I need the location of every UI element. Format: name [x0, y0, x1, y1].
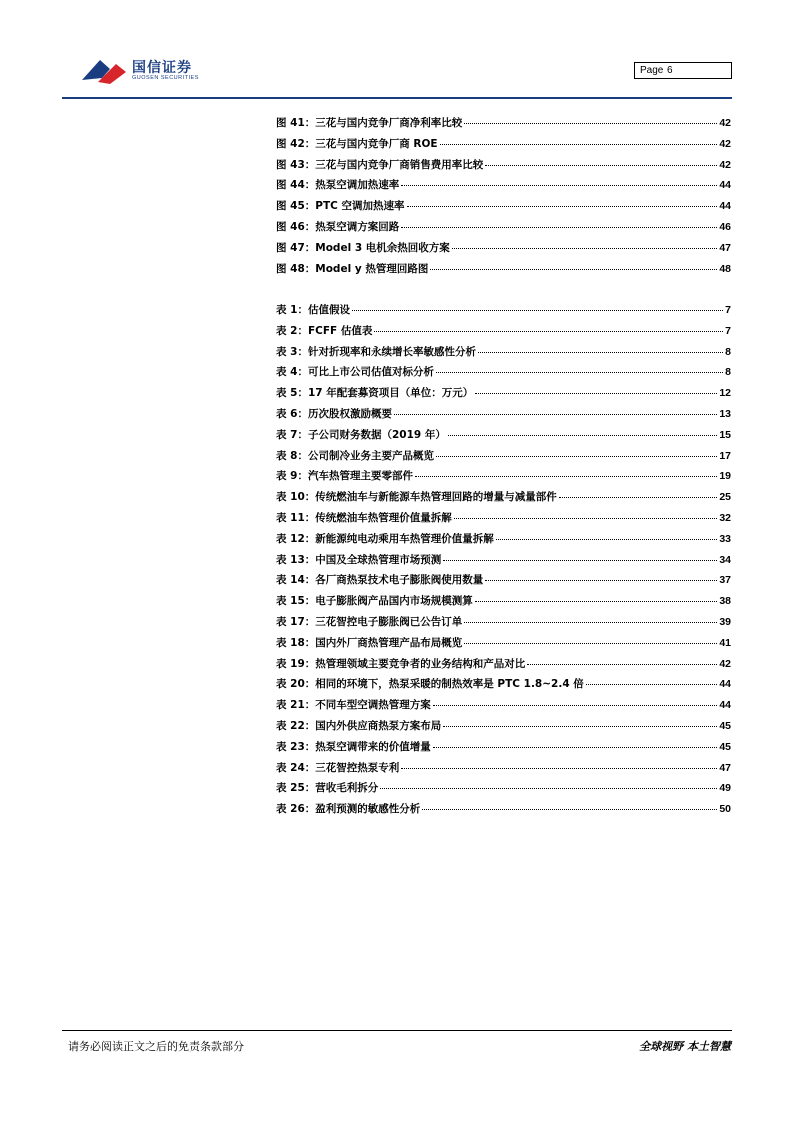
- table-toc-entry-title: 表 9：汽车热管理主要零部件: [276, 470, 413, 483]
- dot-leader: [485, 580, 717, 581]
- figure-toc-entry-page-number: 48: [719, 262, 731, 275]
- table-toc-entry[interactable]: [276, 780, 731, 801]
- table-toc-entry-page-number: 49: [719, 782, 731, 795]
- table-toc-entry-title: 表 14：各厂商热泵技术电子膨胀阀使用数量: [276, 574, 484, 587]
- figure-toc-entry[interactable]: [276, 240, 731, 261]
- figure-toc-entry[interactable]: [276, 136, 731, 157]
- dot-leader: [464, 123, 717, 124]
- table-toc-entry[interactable]: [276, 614, 731, 635]
- table-toc-entry[interactable]: [276, 739, 731, 760]
- figure-toc-entry-title: 图 45：PTC 空调加热速率: [276, 200, 405, 213]
- table-toc-entry-page-number: 15: [719, 428, 731, 441]
- table-toc-entry-page-number: 38: [719, 595, 731, 608]
- figure-toc-entry-title: 图 47：Model 3 电机余热回收方案: [276, 241, 450, 254]
- dot-leader: [464, 643, 717, 644]
- table-toc-entry-title: 表 7：子公司财务数据（2019 年）: [276, 428, 446, 441]
- dot-leader: [415, 476, 717, 477]
- table-toc-entry-title: 表 10：传统燃油车与新能源车热管理回路的增量与减量部件: [276, 491, 557, 504]
- table-toc-entry-title: 表 24：三花智控热泵专利: [276, 761, 400, 774]
- table-toc-entry[interactable]: [276, 427, 731, 448]
- table-toc-entry-page-number: 44: [719, 699, 731, 712]
- table-toc-entry[interactable]: [276, 656, 731, 677]
- dot-leader: [401, 185, 717, 186]
- figure-toc-entry-title: 图 46：热泵空调方案回路: [276, 220, 400, 233]
- figure-toc-entry-title: 图 44：热泵空调加热速率: [276, 179, 400, 192]
- table-toc-entry-title: 表 22：国内外供应商热泵方案布局: [276, 719, 442, 732]
- table-toc-entry-page-number: 44: [719, 678, 731, 691]
- table-toc-entry-title: 表 21：不同车型空调热管理方案: [276, 699, 431, 712]
- table-toc-entry-page-number: 45: [719, 719, 731, 732]
- table-toc-entry-page-number: 47: [719, 761, 731, 774]
- dot-leader: [436, 372, 723, 373]
- table-toc-entry-title: 表 4：可比上市公司估值对标分析: [276, 366, 434, 379]
- table-toc-entry-title: 表 6：历次股权激励概要: [276, 407, 392, 420]
- table-toc-entry[interactable]: [276, 572, 731, 593]
- table-toc-entry-title: 表 20：相同的环境下，热泵采暖的制热效率是 PTC 1.8~2.4 倍: [276, 678, 584, 691]
- footer-slogan: 全球视野 本土智慧: [639, 1040, 731, 1053]
- logo-en-text: GUOSEN SECURITIES: [132, 75, 199, 81]
- figure-toc-entry-page-number: 46: [719, 220, 731, 233]
- table-toc-entry[interactable]: [276, 531, 731, 552]
- table-toc-entry-page-number: 41: [719, 636, 731, 649]
- table-toc-entry-title: 表 3：针对折现率和永续增长率敏感性分析: [276, 345, 476, 358]
- figure-toc-entry[interactable]: [276, 198, 731, 219]
- dot-leader: [380, 788, 717, 789]
- table-toc-entry-page-number: 39: [719, 615, 731, 628]
- figure-toc-entry[interactable]: [276, 261, 731, 282]
- dot-leader: [436, 456, 717, 457]
- table-toc-entry[interactable]: [276, 635, 731, 656]
- figure-toc-entry-page-number: 42: [719, 117, 731, 129]
- dot-leader: [478, 352, 723, 353]
- figure-toc-entry-title: 图 41：三花与国内竞争厂商净利率比较: [276, 117, 463, 129]
- table-toc-entry-page-number: 7: [725, 304, 731, 316]
- dot-leader: [464, 622, 717, 623]
- dot-leader: [475, 601, 718, 602]
- dot-leader: [448, 435, 717, 436]
- figure-toc-entry-title: 图 48：Model y 热管理回路图: [276, 262, 429, 275]
- table-toc-entry[interactable]: [276, 552, 731, 573]
- table-toc-entry[interactable]: [276, 406, 731, 427]
- guosen-logo: [80, 56, 210, 88]
- table-toc-entry-page-number: 50: [719, 803, 731, 816]
- dot-leader: [401, 768, 717, 769]
- table-toc-entry-title: 表 11：传统燃油车热管理价值量拆解: [276, 511, 452, 524]
- table-toc-entry-page-number: 13: [719, 407, 731, 420]
- table-toc-entry-page-number: 32: [719, 511, 731, 524]
- table-toc-entry-page-number: 33: [719, 532, 731, 545]
- table-toc-entry[interactable]: [276, 593, 731, 614]
- table-toc-entry-title: 表 15：电子膨胀阀产品国内市场规模测算: [276, 595, 473, 608]
- dot-leader: [433, 747, 718, 748]
- table-toc-entry[interactable]: [276, 510, 731, 531]
- table-toc-entry-title: 表 26：盈利预测的敏感性分析: [276, 803, 421, 816]
- dot-leader: [485, 165, 717, 166]
- dot-leader: [407, 206, 718, 207]
- table-toc-entry[interactable]: [276, 760, 731, 781]
- page-indicator: [634, 62, 732, 79]
- table-toc-entry-page-number: 25: [719, 491, 731, 504]
- table-toc-entry[interactable]: [276, 448, 731, 469]
- footer-divider: [62, 1030, 732, 1031]
- page-number: 6: [667, 65, 673, 76]
- table-toc-entry[interactable]: [276, 323, 731, 344]
- table-toc-entry-page-number: 45: [719, 740, 731, 753]
- figure-toc-entry-page-number: 44: [719, 179, 731, 192]
- figure-toc-entry-page-number: 47: [719, 241, 731, 254]
- table-toc-entry[interactable]: [276, 697, 731, 718]
- dot-leader: [452, 248, 718, 249]
- header-divider: [62, 97, 732, 99]
- dot-leader: [454, 518, 718, 519]
- table-toc-entry[interactable]: [276, 676, 731, 697]
- dot-leader: [443, 560, 717, 561]
- table-toc-entry-title: 表 18：国内外厂商热管理产品布局概览: [276, 636, 463, 649]
- table-toc-entry[interactable]: [276, 718, 731, 739]
- table-toc-entry[interactable]: [276, 302, 731, 323]
- footer-disclaimer: 请务必阅读正文之后的免责条款部分: [68, 1040, 244, 1053]
- figure-toc-entry-page-number: 42: [719, 137, 731, 150]
- figure-toc-entry[interactable]: [276, 115, 731, 136]
- dot-leader: [374, 331, 723, 332]
- table-toc-entry-page-number: 7: [725, 324, 731, 337]
- table-toc-entry-title: 表 19：热管理领域主要竞争者的业务结构和产品对比: [276, 657, 526, 670]
- table-toc-entry[interactable]: [276, 344, 731, 365]
- table-toc-entry-page-number: 19: [719, 470, 731, 483]
- table-toc-entry-page-number: 37: [719, 574, 731, 587]
- figure-toc-entry-title: 图 43：三花与国内竞争厂商销售费用率比较: [276, 158, 484, 171]
- figure-toc-entry[interactable]: [276, 177, 731, 198]
- table-toc-entry[interactable]: [276, 489, 731, 510]
- table-toc-entry-title: 表 2：FCFF 估值表: [276, 324, 373, 337]
- figure-toc-list: [276, 115, 731, 281]
- dot-leader: [475, 393, 717, 394]
- table-toc-entry-page-number: 34: [719, 553, 731, 566]
- dot-leader: [440, 144, 718, 145]
- table-toc-entry-title: 表 12：新能源纯电动乘用车热管理价值量拆解: [276, 532, 494, 545]
- table-toc-entry[interactable]: [276, 468, 731, 489]
- table-toc-entry-title: 表 17：三花智控电子膨胀阀已公告订单: [276, 615, 463, 628]
- figure-toc-entry-page-number: 44: [719, 200, 731, 213]
- table-toc-entry-title: 表 8：公司制冷业务主要产品概览: [276, 449, 434, 462]
- table-toc-entry-page-number: 8: [725, 366, 731, 379]
- dot-leader: [422, 809, 717, 810]
- page-label: Page: [640, 65, 664, 76]
- dot-leader: [394, 414, 717, 415]
- dot-leader: [586, 684, 718, 685]
- dot-leader: [430, 269, 717, 270]
- table-toc-entry-title: 表 5：17 年配套募资项目（单位：万元）: [276, 387, 474, 400]
- figure-toc-entry-title: 图 42：三花与国内竞争厂商 ROE: [276, 137, 438, 150]
- table-toc-entry-page-number: 12: [719, 387, 731, 400]
- figure-toc-entry[interactable]: [276, 219, 731, 240]
- dot-leader: [496, 539, 718, 540]
- table-toc-entry-title: 表 13：中国及全球热管理市场预测: [276, 553, 442, 566]
- table-toc-entry-title: 表 23：热泵空调带来的价值增量: [276, 740, 431, 753]
- dot-leader: [433, 705, 718, 706]
- table-toc-list: [276, 302, 731, 822]
- figure-toc-entry[interactable]: [276, 157, 731, 178]
- guosen-logo-mark-icon: [80, 56, 128, 86]
- dot-leader: [443, 726, 717, 727]
- dot-leader: [559, 497, 718, 498]
- table-toc-entry-page-number: 8: [725, 345, 731, 358]
- table-toc-entry-title: 表 25：营收毛利拆分: [276, 782, 379, 795]
- table-toc-entry[interactable]: [276, 364, 731, 385]
- table-toc-entry[interactable]: [276, 385, 731, 406]
- table-toc-entry-page-number: 17: [719, 449, 731, 462]
- table-toc-entry-page-number: 42: [719, 657, 731, 670]
- table-toc-entry[interactable]: [276, 801, 731, 822]
- table-toc-entry-title: 表 1：估值假设: [276, 304, 350, 316]
- dot-leader: [401, 227, 717, 228]
- dot-leader: [527, 664, 717, 665]
- figure-toc-entry-page-number: 42: [719, 158, 731, 171]
- dot-leader: [352, 310, 723, 311]
- logo-cn-text: 国信证券: [132, 60, 192, 76]
